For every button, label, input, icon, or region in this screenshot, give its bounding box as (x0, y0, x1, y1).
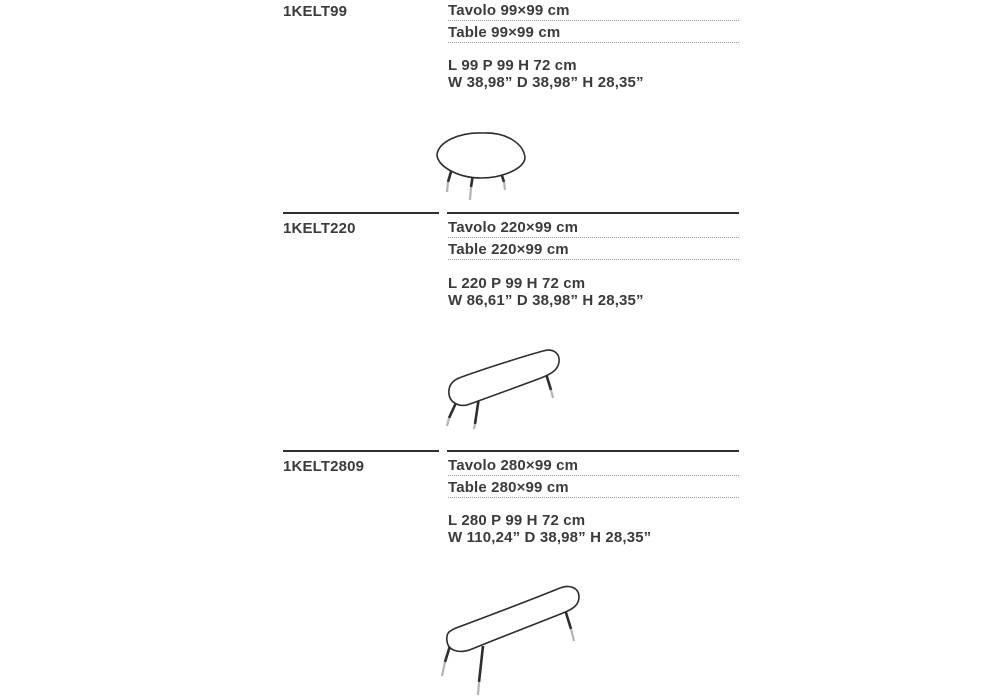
product-dimensions (448, 275, 644, 309)
table-foot (571, 629, 574, 641)
product-name-english: Table 280×99 cm (448, 480, 739, 498)
section-divider-right (447, 212, 739, 214)
table-foot (504, 182, 505, 190)
table-foot (551, 390, 553, 398)
table-foot (478, 682, 479, 695)
section-divider-left (283, 450, 439, 452)
product-titles (448, 220, 739, 264)
dimensions-metric: L 280 P 99 H 72 cm (448, 512, 586, 529)
product-titles (448, 3, 739, 47)
table-foot (474, 424, 475, 429)
tabletop-outline (449, 350, 559, 405)
product-code: 1KELT99 (283, 3, 348, 20)
square-table-99x99-line-drawing (435, 128, 530, 208)
table-foot (447, 182, 448, 192)
table-foot (470, 187, 471, 200)
dimensions-metric: L 220 P 99 H 72 cm (448, 275, 586, 292)
product-dimensions (448, 512, 651, 546)
table-leg (479, 646, 483, 682)
product-dimensions (448, 57, 644, 91)
table-drawing-svg (443, 342, 588, 430)
oval-table-220x99-line-drawing (443, 342, 588, 430)
product-name-italian: Tavolo 220×99 cm (448, 220, 739, 238)
oval-table-280x99-line-drawing (438, 578, 603, 698)
product-code: 1KELT220 (283, 220, 356, 237)
product-name-english: Table 99×99 cm (448, 25, 739, 43)
product-code: 1KELT2809 (283, 458, 365, 475)
product-name-italian: Tavolo 99×99 cm (448, 3, 739, 21)
table-drawing-svg (435, 128, 530, 208)
dimensions-imperial: W 110,24” D 38,98” H 28,35” (448, 529, 652, 546)
section-divider-right (447, 450, 739, 452)
dimensions-imperial: W 38,98” D 38,98” H 28,35” (448, 74, 644, 91)
tabletop-outline (437, 133, 525, 178)
tabletop-outline (447, 586, 579, 651)
table-foot (442, 662, 445, 676)
section-divider-left (283, 212, 439, 214)
product-name-english: Table 220×99 cm (448, 242, 739, 260)
dimensions-imperial: W 86,61” D 38,98” H 28,35” (448, 292, 644, 309)
product-name-italian: Tavolo 280×99 cm (448, 458, 739, 476)
table-foot (447, 418, 449, 426)
table-drawing-svg (438, 578, 603, 698)
product-titles (448, 458, 739, 502)
dimensions-metric: L 99 P 99 H 72 cm (448, 57, 577, 74)
